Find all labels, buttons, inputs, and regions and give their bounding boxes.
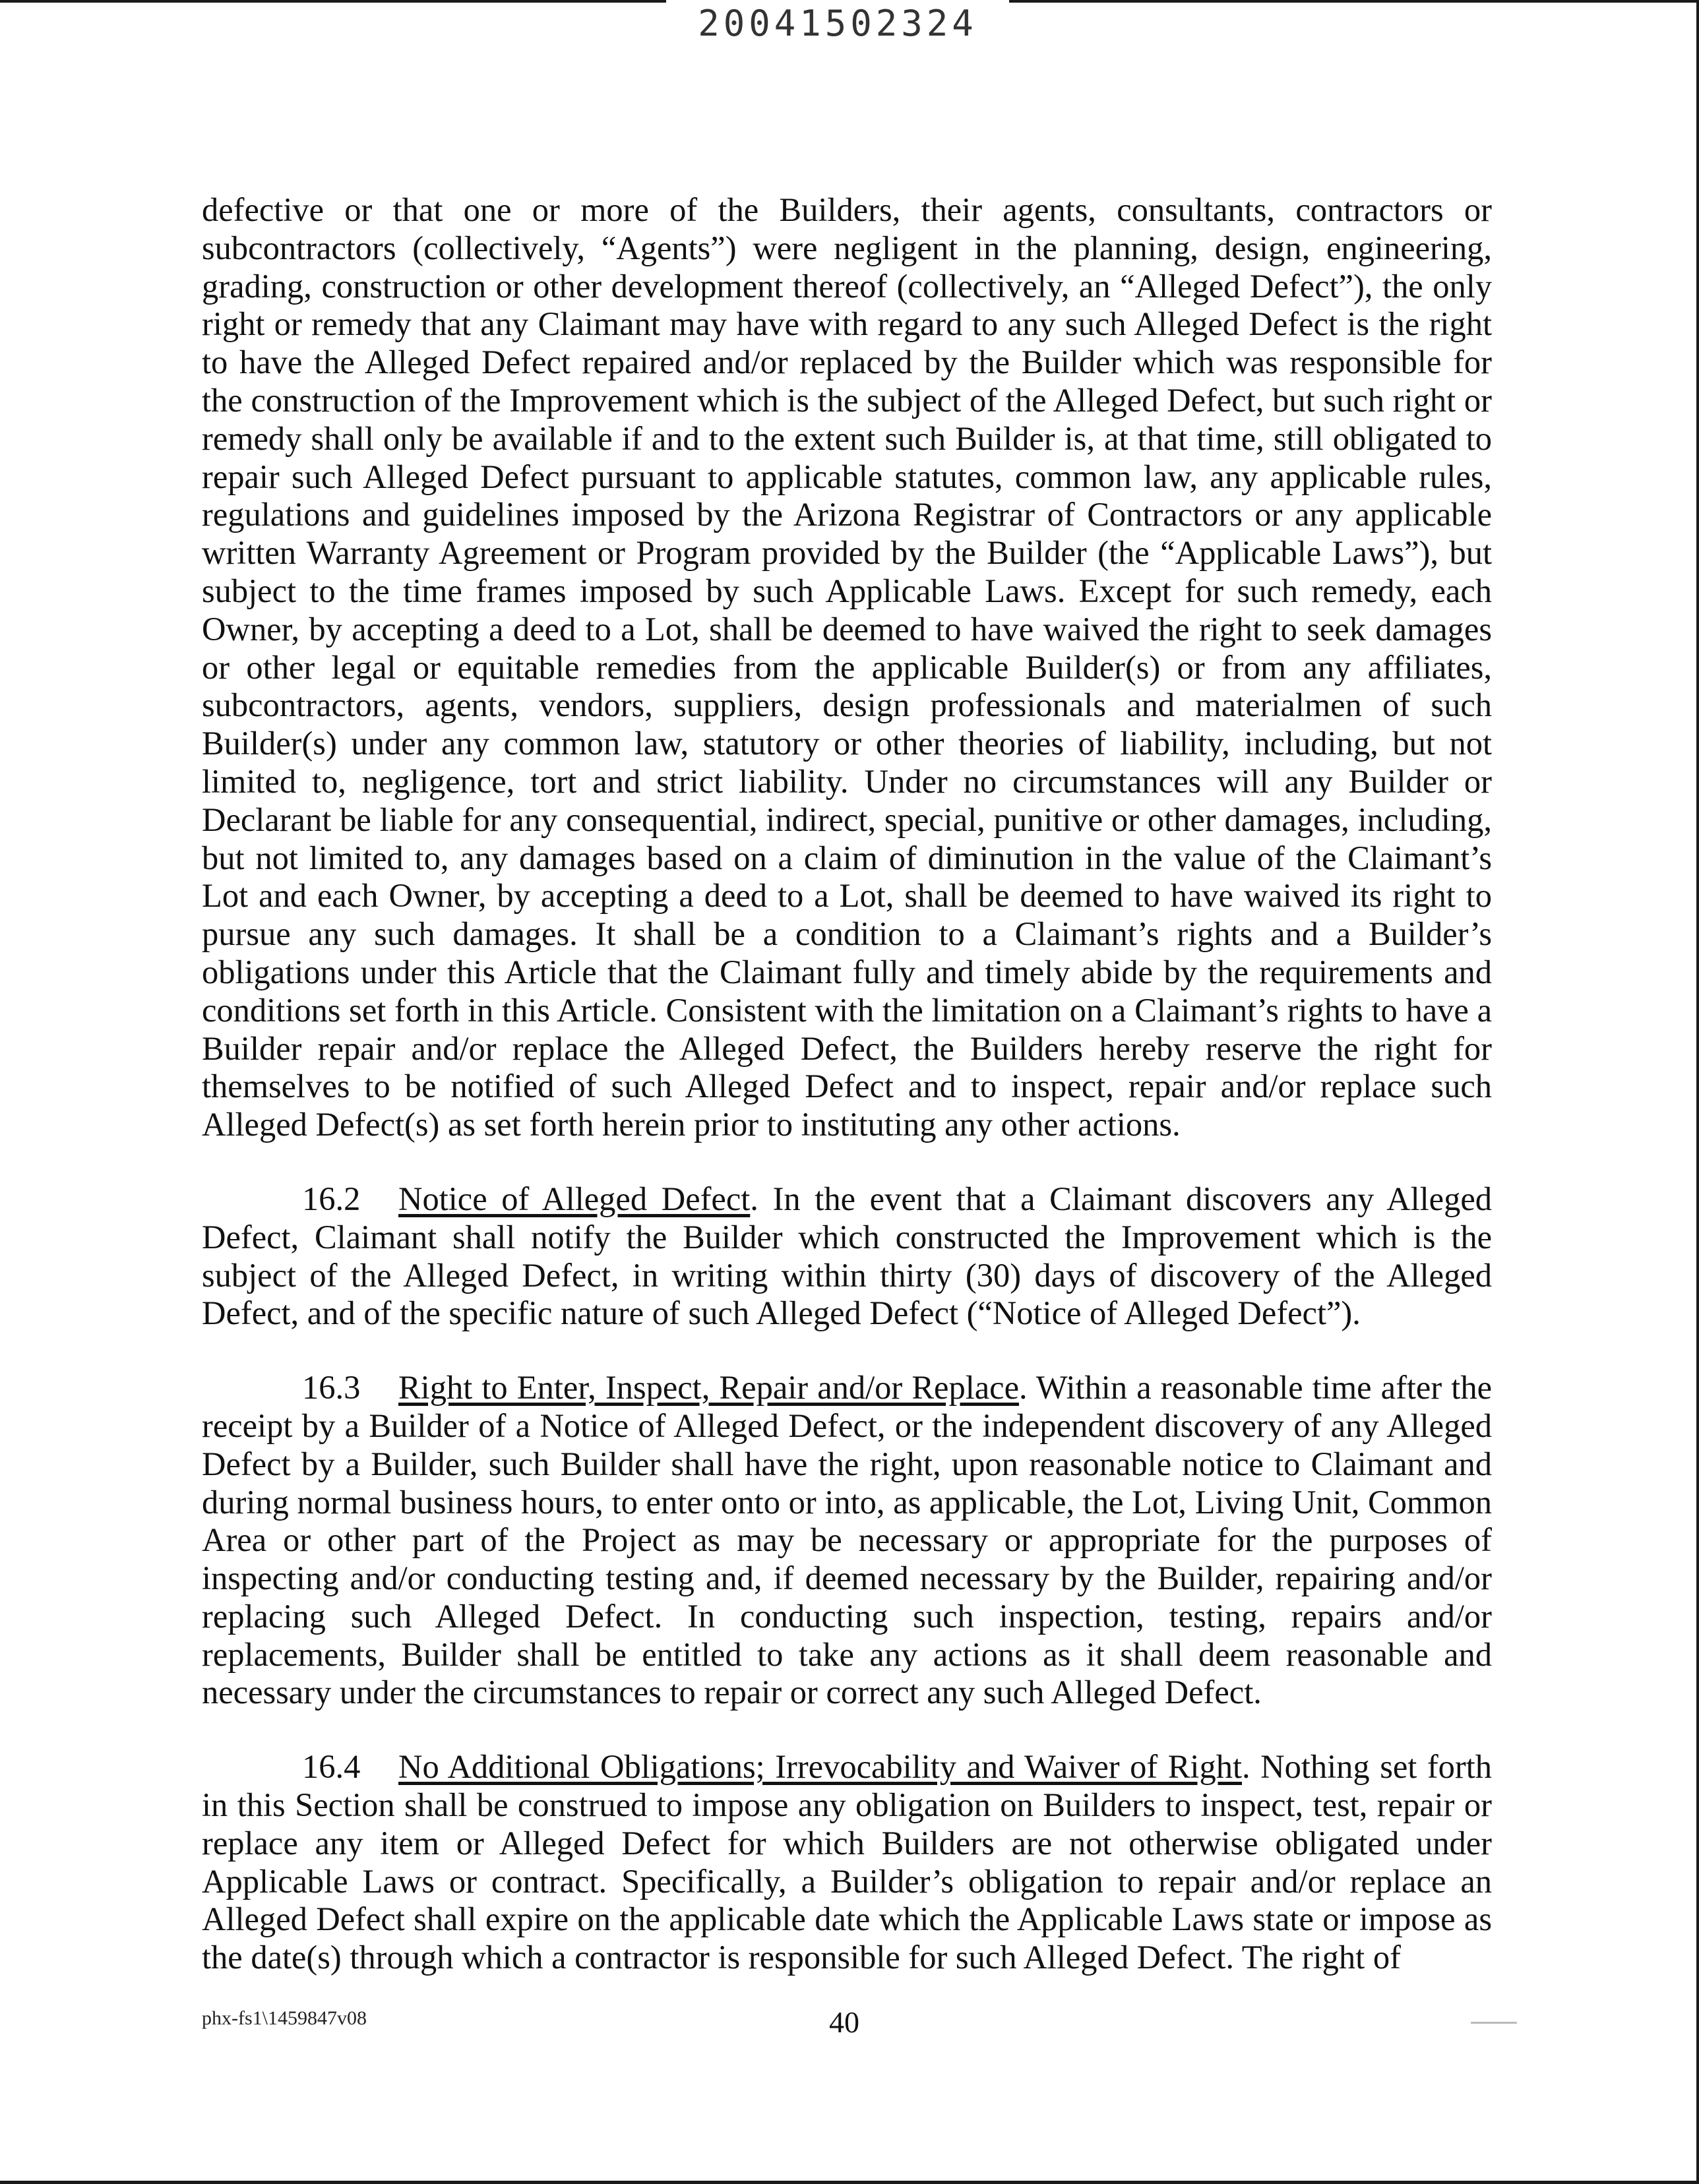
section-heading: Notice of Alleged Defect bbox=[398, 1180, 751, 1217]
section-16-4 bbox=[202, 1748, 1492, 1977]
section-number: 16.4 bbox=[302, 1748, 361, 1786]
section-text: . In the event that a Claimant discovers any Alleged Defect, Claimant shall notify the Builder which constructed the Improvement which is the subject of the Alleged Defect, in writing within thirty (30) days of discovery of the Alleged Defect, and of the specific nature of such Alleged Defect (“Notice of Alleged Defect”). bbox=[202, 1180, 1492, 1332]
section-number: 16.3 bbox=[302, 1369, 361, 1407]
scan-mark bbox=[1471, 2022, 1517, 2024]
scan-border-bottom bbox=[0, 2181, 1699, 2184]
continuation-text: defective or that one or more of the Builders, their agents, consultants, contractors or subcontractors (collectively, “Agents”) were negligent in the planning, design, engineering, grading, construction or other development thereof (collectively, an “Alleged Defect”), the only right or remedy that any Claimant may have with regard to any such Alleged Defect is the right to have the Alleged Defect repaired and/or replaced by the Builder which was responsible for the construction of the Improvement which is the subject of the Alleged Defect, but such right or remedy shall only be available if and to the extent such Builder is, at that time, still obligated to repair such Alleged Defect pursuant to applicable statutes, common law, any applicable rules, regulations and guidelines imposed by the Arizona Registrar of Contractors or any applicable written Warranty Agreement or Program provided by the Builder (the “Applicable Laws”), but subject to the time frames imposed by such Applicable Laws. Except for such remedy, each Owner, by accepting a deed to a Lot, shall be deemed to have waived the right to seek damages or other legal or equitable remedies from the applicable Builder(s) or from any affiliates, subcontractors, agents, vendors, suppliers, design professionals and materialmen of such Builder(s) under any common law, statutory or other theories of liability, including, but not limited to, negligence, tort and strict liability. Under no circumstances will any Builder or Declarant be liable for any consequential, indirect, special, punitive or other damages, including, but not limited to, any damages based on a claim of diminution in the value of the Claimant’s Lot and each Owner, by accepting a deed to a Lot, shall be deemed to have waived its right to pursue any such damages. It shall be a condition to a Claimant’s rights and a Builder’s obligations under this Article that the Claimant fully and timely abide by the requirements and conditions set forth in this Article. Consistent with the limitation on a Claimant’s rights to have a Builder repair and/or replace the Alleged Defect, the Builders hereby reserve the right for themselves to be notified of such Alleged Defect and to inspect, repair and/or replace such Alleged Defect(s) as set forth herein prior to instituting any other actions. bbox=[202, 191, 1492, 1143]
scan-border-right bbox=[1696, 0, 1699, 2184]
section-heading: Right to Enter, Inspect, Repair and/or Replace bbox=[398, 1369, 1019, 1407]
section-text: . Nothing set forth in this Section shall be construed to impose any obligation on Builders to inspect, test, repair or replace any item or Alleged Defect for which Builders are not otherwise obligated under Applicable Laws or contract. Specifically, a Builder’s obligation to repair and/or replace an Alleged Defect shall expire on the applicable date which the Applicable Laws state or impose as the date(s) through which a contractor is responsible for such Alleged Defect. The right of bbox=[202, 1748, 1492, 1976]
section-16-2 bbox=[202, 1180, 1492, 1333]
section-text: . Within a reasonable time after the receipt by a Builder of a Notice of Alleged Defect, or the independent discovery of any Alleged Defect by a Builder, such Builder shall have the right, upon reasonable notice to Claimant and during normal business hours, to enter onto or into, as applicable, the Lot, Living Unit, Common Area or other part of the Project as may be necessary or appropriate for the purposes of inspecting and/or conducting testing and, if deemed necessary by the Builder, repairing and/or replacing such Alleged Defect. In conducting such inspection, testing, repairs and/or replacements, Builder shall be entitled to take any actions as it shall deem reasonable and necessary under the circumstances to repair or correct any such Alleged Defect. bbox=[202, 1369, 1492, 1711]
section-16-3 bbox=[202, 1369, 1492, 1712]
section-heading: No Additional Obligations; Irrevocability and Waiver of Right bbox=[398, 1748, 1242, 1786]
section-number: 16.2 bbox=[302, 1180, 361, 1217]
recording-number: 20041502324 bbox=[666, 0, 1009, 46]
page-number: 40 bbox=[829, 2005, 859, 2039]
page-body bbox=[202, 191, 1492, 2013]
footer-document-id: phx-fs1\1459847v08 bbox=[202, 2007, 367, 2029]
continuation-paragraph bbox=[202, 191, 1492, 1144]
